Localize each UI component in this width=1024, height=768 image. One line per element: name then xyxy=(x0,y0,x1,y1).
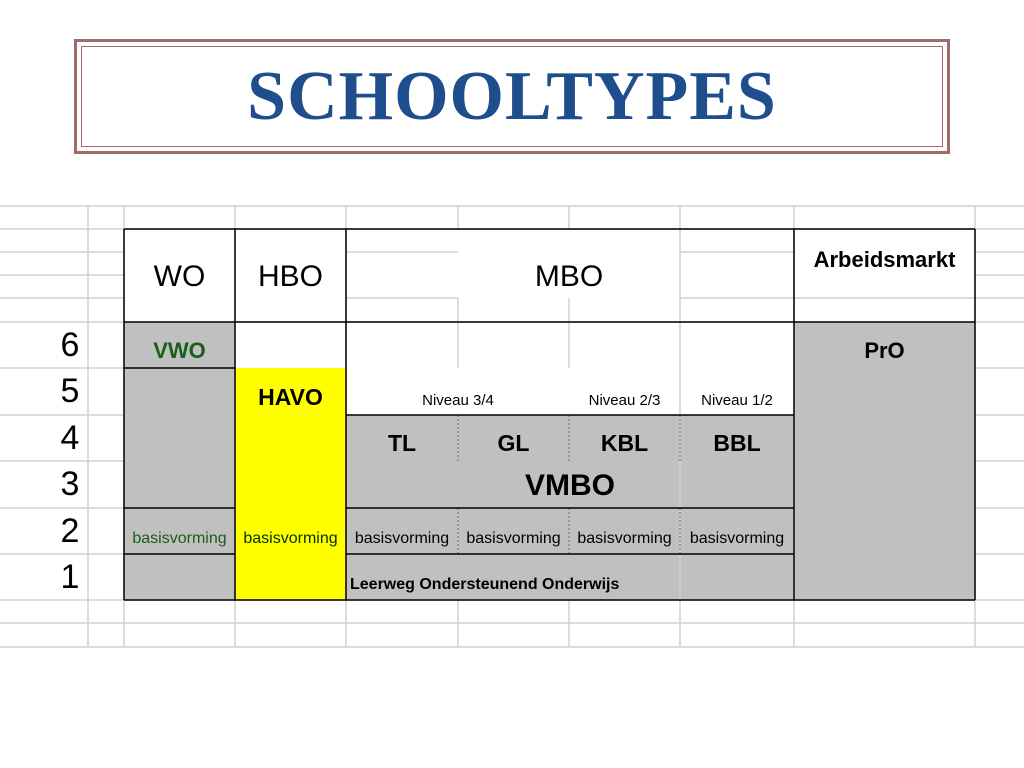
niveau-3-4: Niveau 3/4 xyxy=(422,391,494,409)
header-arbeidsmarkt: Arbeidsmarkt xyxy=(813,247,956,272)
track-gl: GL xyxy=(497,429,530,456)
basisvorming-bbl: basisvorming xyxy=(689,530,785,547)
header-mbo: MBO xyxy=(534,260,604,293)
basisvorming-tl: basisvorming xyxy=(354,530,450,547)
basisvorming-havo: basisvorming xyxy=(243,530,338,547)
pro-label: PrO xyxy=(864,338,905,363)
basisvorming-kbl: basisvorming xyxy=(577,530,672,547)
lwoo-label: Leerweg Ondersteunend Onderwijs xyxy=(350,576,620,593)
row-number-5: 5 xyxy=(60,372,80,410)
track-tl: TL xyxy=(387,429,417,456)
header-hbo: HBO xyxy=(257,260,323,293)
header-wo: WO xyxy=(153,260,206,293)
vwo-label: VWO xyxy=(153,338,206,363)
havo-label: HAVO xyxy=(258,383,323,410)
basisvorming-vwo: basisvorming xyxy=(132,530,227,547)
niveau-2-3: Niveau 2/3 xyxy=(588,391,661,409)
row-number-1: 1 xyxy=(60,557,80,596)
row-number-6: 6 xyxy=(60,325,80,364)
basisvorming-gl: basisvorming xyxy=(466,530,561,547)
track-kbl: KBL xyxy=(600,429,649,456)
row-number-2: 2 xyxy=(60,511,80,550)
vmbo-label: VMBO xyxy=(525,469,615,502)
track-bbl: BBL xyxy=(713,429,761,456)
row-number-3: 3 xyxy=(60,465,80,503)
row-number-4: 4 xyxy=(60,418,80,457)
niveau-1-2: Niveau 1/2 xyxy=(701,391,773,409)
page-title: SCHOOLTYPES xyxy=(247,57,777,135)
